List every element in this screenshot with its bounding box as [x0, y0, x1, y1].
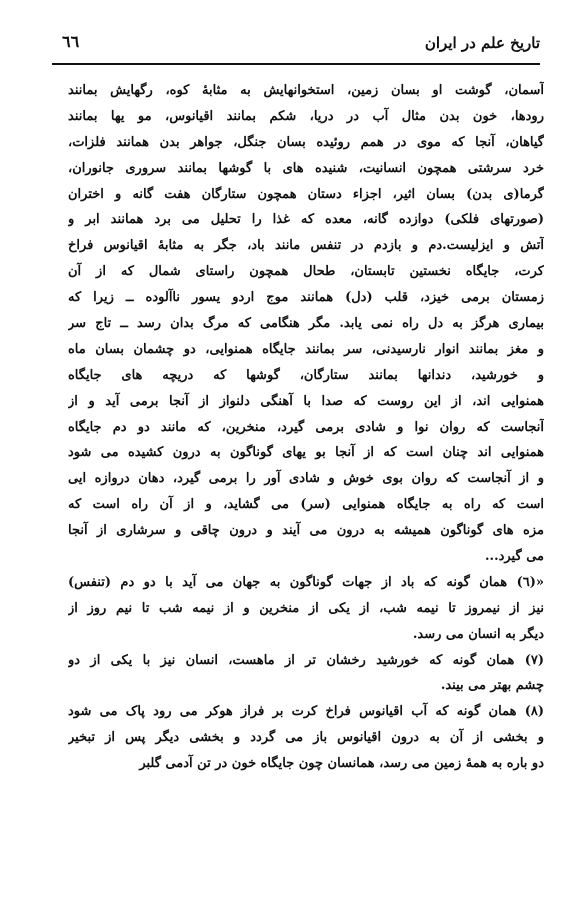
text-line: و بخشی از آن به درون اقیانوس باز می گردد و بخشی دیگر پس از تبخیر [68, 730, 544, 746]
paragraph [68, 78, 544, 570]
text-line: بیماری هرگز به دل راه نمی یابد. مگر هنگامی که مرگ بدان رسد ــ تاج سر [68, 316, 544, 332]
text-line: است که راه به جایگاه همنوایی (سر) می گشاید، و از آن راه است که [68, 497, 544, 513]
text-line: رودها، خون بدن مثال آب در دریا، شکم بمانند اقیانوس، مو یها بمانند [68, 108, 544, 124]
text-line: گرما(ی بدن) بسان اثیر، اجزاء دستان همچون ستارگان هفت گانه و اختران [68, 186, 544, 202]
text-line: «(٦) همان گونه که باد از جهات گوناگون به جهان می آید با دو دم (تنفس) [68, 574, 544, 590]
text-line: خرد سرشتی همچون انسانیت، شنیده های با گوشها بمانند سروری جانوران، [68, 160, 544, 176]
text-line: (صورتهای فلکی) دوازده گانه، معده که غذا را تحلیل می برد همانند ابر و [68, 212, 544, 228]
text-line: می گیرد... [485, 549, 544, 565]
text-line: نیز از نیمروز تا نیمه شب، از یکی از منخرین و از نیمه شب تا نیم روز از [68, 600, 544, 616]
text-line: گیاهان، آنجا که موی در همم روئیده بسان جنگل، جواهر بدن همانند فلزات، [68, 134, 544, 150]
text-line: همنوایی اند، از این روست که صدا با آهنگی دلنواز از آنجا برمی آید و از [68, 393, 544, 409]
text-line: زمستان برمی خیزد، قلب (دل) همانند موج اردو یسور ناآلوده ــ زیرا که [68, 290, 544, 306]
paragraph [68, 648, 544, 700]
body-text [68, 78, 544, 777]
text-line: آتش و ایزلیست.دم و بازدم در تنفس مانند باد، جگر به مثابهٔ اقیانوس فراخ [68, 238, 544, 254]
text-line: همنوایی اند چنان است که از آنجا بو یهای گوناگون به درون کشیده می شود [68, 445, 544, 461]
paragraph [68, 699, 544, 777]
text-line: آسمان، گوشت او بسان زمین، استخوانهایش به مثابهٔ کوه، رگهایش بمانند [68, 83, 544, 98]
text-line: دیگر به انسان می رسد. [412, 626, 544, 642]
page-number: ٦٦ [62, 32, 80, 51]
text-line: و مغز بمانند انوار نارسیدنی، سر بمانند جایگاه همنوایی، دو چشمان بسان ماه [68, 341, 544, 357]
text-line: مزه های گوناگون همیشه به درون می آیند و درون چاقی و سرشاری از آنجا [68, 523, 544, 539]
text-line: و خورشید، دندانها بمانند ستارگان، گوشها که دریچه های جایگاه [68, 367, 544, 383]
text-line: و از آنجاست که روان بوی خوش و شادی آور را برمی گیرد، دهان دروازه ایی [68, 471, 544, 487]
header-rule [52, 63, 540, 65]
text-line: (٨) همان گونه که آب اقیانوس فراخ کرت بر فراز هوکر می رود پاک می شود [68, 704, 544, 720]
text-line: دو باره به همهٔ زمین می رسد، همانسان چون جایگاه خون در تن آدمی گلبر [139, 756, 544, 772]
text-line: (٧) همان گونه که خورشید رخشان تر از ماهست، انسان نیز با یکی از دو [68, 652, 544, 668]
paragraph [68, 570, 544, 648]
text-line: کرت، جایگاه نخستین تابستان، طحال همچون راستای شمال که از آن [68, 264, 544, 280]
text-line: چشم بهتر می بیند. [440, 678, 544, 694]
running-header [62, 30, 540, 54]
text-line: آنجاست که روان نوا و شادی برمی گیرد، منخرین، که مانند دو دم جایگاه [68, 419, 544, 435]
running-title: تاریخ علم در ایران [424, 34, 540, 52]
